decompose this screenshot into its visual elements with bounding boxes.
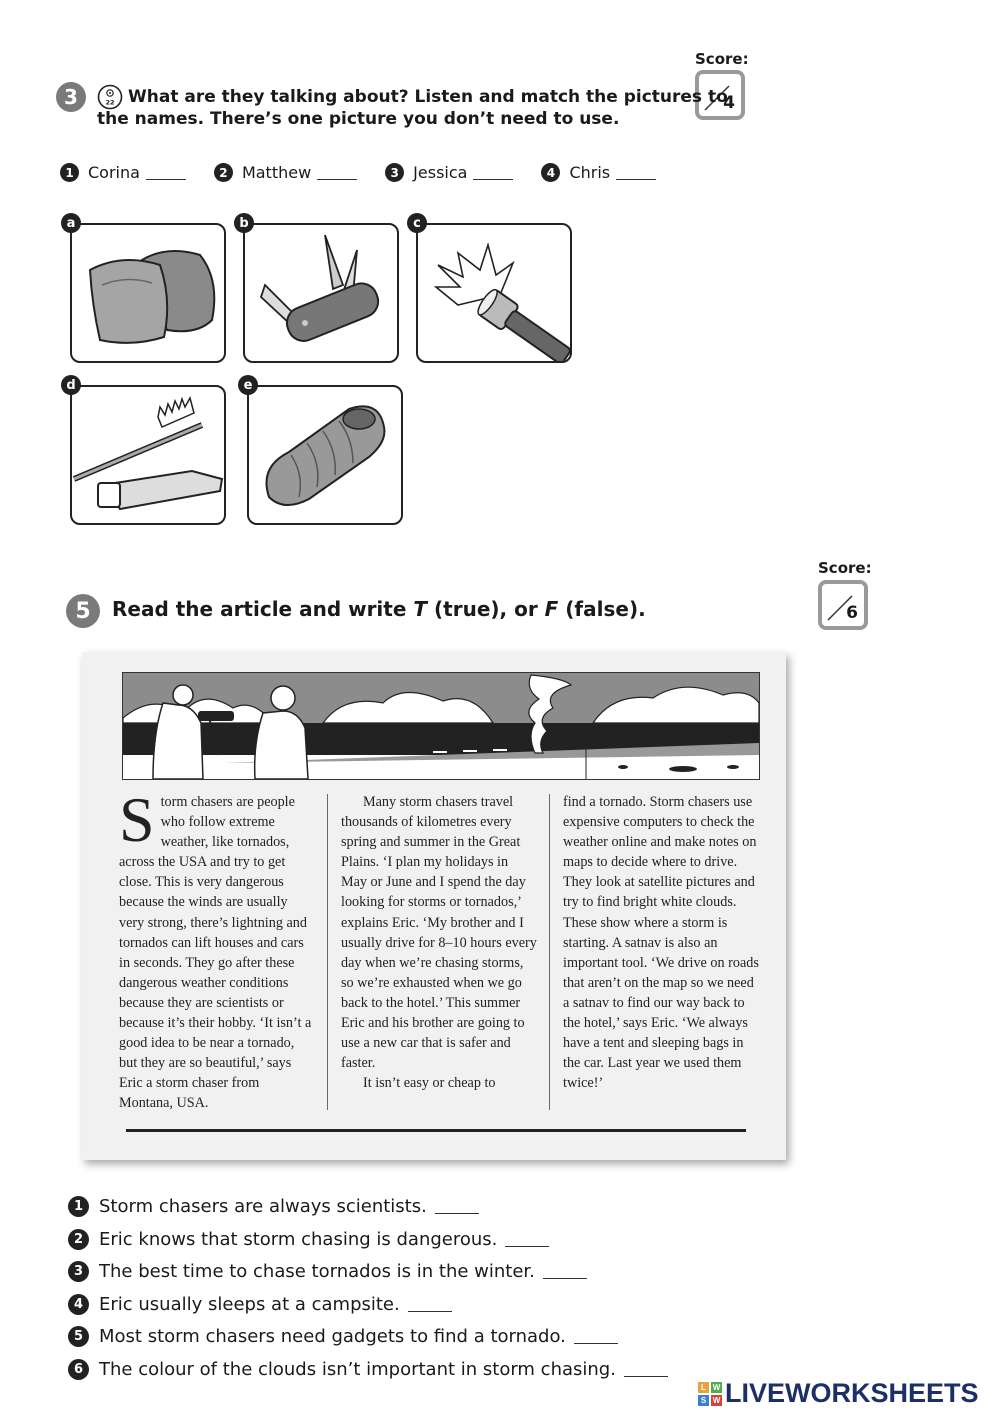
column-divider bbox=[327, 794, 328, 1110]
name-label: Corina bbox=[88, 163, 140, 182]
storm-chasers-banner-image bbox=[122, 672, 760, 780]
answer-blank[interactable] bbox=[624, 1362, 668, 1377]
name-label: Jessica bbox=[413, 163, 468, 182]
article-dropcap: S bbox=[119, 784, 155, 855]
answer-blank[interactable] bbox=[317, 165, 357, 180]
article-column-3 bbox=[563, 792, 759, 1093]
article-col3-text: find a tornado. Storm chasers use expensive computers to check the weather online and make notes on maps to decide where to drive. They look at satellite pictures and try to find bright white clouds. These show where a storm is starting. A satnav is also an important tool. ‘We drive on roads that aren’t on the map so we need a satnav to find our way back to the hotel,’ says Eric. ‘We always have a tent and sleeping bags in the car. Last year we used them twice!’ bbox=[563, 794, 759, 1092]
penknife-icon bbox=[245, 225, 397, 361]
column-divider bbox=[549, 794, 550, 1110]
name-item-corina bbox=[60, 163, 186, 182]
answer-blank[interactable] bbox=[473, 165, 513, 180]
name-number: 3 bbox=[385, 163, 404, 182]
score-label-ex3: Score: bbox=[695, 50, 749, 68]
score-max-ex3: 4 bbox=[723, 93, 735, 113]
question-text: The colour of the clouds isn’t important in storm chasing. bbox=[99, 1359, 616, 1380]
picture-a[interactable] bbox=[70, 223, 226, 363]
name-label: Chris bbox=[569, 163, 611, 182]
question-5: 5 Most storm chasers need gadgets to find a tornado. bbox=[68, 1326, 618, 1347]
exercise-number-3: 3 bbox=[56, 82, 86, 112]
name-number: 1 bbox=[60, 163, 79, 182]
name-label: Matthew bbox=[241, 163, 312, 182]
article-col2-paragraph2: It isn’t easy or cheap to bbox=[363, 1075, 496, 1092]
exercise3-instruction-line1: What are they talking about? Listen and match the pictures to bbox=[128, 87, 728, 107]
picture-letter-d: d bbox=[61, 375, 81, 395]
exercise3-instruction-line2: the names. There’s one picture you don’t need to use. bbox=[97, 109, 620, 129]
article-column-1 bbox=[119, 784, 315, 1114]
picture-letter-e: e bbox=[238, 375, 258, 395]
question-text: The best time to chase tornados is in the winter. bbox=[99, 1261, 535, 1282]
picture-d[interactable] bbox=[70, 385, 226, 525]
score-max-ex5: 6 bbox=[846, 603, 858, 623]
article bbox=[82, 652, 786, 1160]
logo-squares-icon: L W S W bbox=[698, 1382, 722, 1406]
sleeping-bag-icon bbox=[249, 387, 401, 523]
exercise-number-5: 5 bbox=[66, 594, 100, 628]
article-bottom-rule bbox=[126, 1129, 746, 1132]
name-number: 2 bbox=[214, 163, 233, 182]
cushions-icon bbox=[72, 225, 224, 361]
answer-blank[interactable] bbox=[146, 165, 186, 180]
question-text: Eric usually sleeps at a campsite. bbox=[99, 1294, 400, 1315]
svg-text:22: 22 bbox=[105, 98, 115, 107]
names-row bbox=[60, 163, 684, 182]
score-box-ex5 bbox=[818, 580, 868, 630]
logo-text: LIVEWORKSHEETS bbox=[725, 1378, 979, 1408]
question-text: Storm chasers are always scientists. bbox=[99, 1196, 427, 1217]
name-item-jessica bbox=[385, 163, 513, 182]
picture-letter-c: c bbox=[407, 213, 427, 233]
torch-icon bbox=[418, 225, 570, 361]
answer-blank[interactable] bbox=[574, 1329, 618, 1344]
question-3: 3 The best time to chase tornados is in the winter. bbox=[68, 1261, 587, 1282]
question-6: 6 The colour of the clouds isn’t important in storm chasing. bbox=[68, 1359, 668, 1380]
exercise5-instruction: Read the article and write T (true), or F (false). bbox=[112, 597, 646, 621]
answer-blank[interactable] bbox=[616, 165, 656, 180]
score-label-ex5: Score: bbox=[818, 559, 872, 577]
answer-blank[interactable] bbox=[505, 1232, 549, 1247]
question-text: Most storm chasers need gadgets to find a tornado. bbox=[99, 1326, 566, 1347]
picture-c[interactable] bbox=[416, 223, 572, 363]
picture-b[interactable] bbox=[243, 223, 399, 363]
name-item-chris bbox=[541, 163, 656, 182]
name-item-matthew bbox=[214, 163, 357, 182]
article-col1-text: torm chasers are people who follow extreme weather, like tornados, across the USA and try to get close. This is very dangerous because the winds are usually very strong, there’s lightning and tornados can lift houses and cars in seconds. They go after these dangerous weather conditions because they are scientists or because it’s their hobby. ‘It isn’t a good idea to be near a tornado, but they are so beautiful,’ says Eric a storm chaser from Montana, USA. bbox=[119, 794, 312, 1112]
question-2: 2 Eric knows that storm chasing is dangerous. bbox=[68, 1229, 549, 1250]
answer-blank[interactable] bbox=[543, 1264, 587, 1279]
question-4: 4 Eric usually sleeps at a campsite. bbox=[68, 1294, 452, 1315]
picture-letter-a: a bbox=[61, 213, 81, 233]
toothbrush-toothpaste-icon bbox=[72, 387, 224, 523]
article-col2-paragraph1: Many storm chasers travel thousands of kilometres every spring and summer in the Great Plains. ‘I plan my holidays in May or June and I spend the day looking for storms or tornados,’ explains Eric. ‘My brother and I usually drive for 8–10 hours every day when we’re chasing storms, so we’re exhausted when we go back to the hotel.’ This summer Eric and his brother are going to use a new car that is safer and faster. bbox=[341, 794, 537, 1072]
answer-blank[interactable] bbox=[408, 1297, 452, 1312]
answer-blank[interactable] bbox=[435, 1199, 479, 1214]
question-text: Eric knows that storm chasing is dangerous. bbox=[99, 1229, 498, 1250]
picture-letter-b: b bbox=[234, 213, 254, 233]
cd-icon bbox=[97, 84, 123, 110]
name-number: 4 bbox=[541, 163, 560, 182]
article-column-2 bbox=[341, 792, 537, 1093]
question-1: 1 Storm chasers are always scientists. bbox=[68, 1196, 479, 1217]
picture-e[interactable] bbox=[247, 385, 403, 525]
liveworksheets-logo bbox=[698, 1378, 979, 1409]
